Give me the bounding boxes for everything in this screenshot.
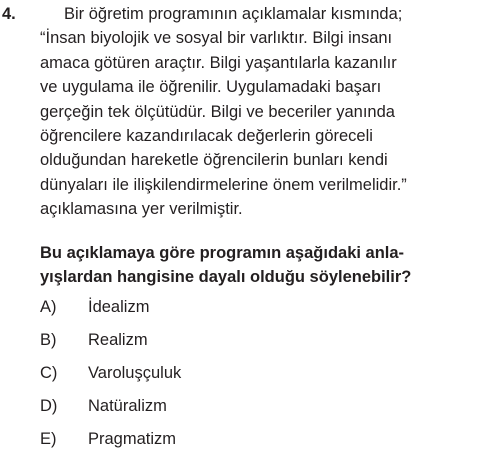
option-b[interactable] <box>40 330 181 363</box>
stem-line: Bir öğretim programının açıklamalar kısmında; <box>64 5 403 23</box>
option-letter: B) <box>40 331 57 349</box>
option-text: İdealizm <box>88 298 150 316</box>
stem-line: olduğundan hareketle öğrencilerin bunları kendi <box>40 151 388 170</box>
stem-line: öğrencilere kazandırılacak değerlerin göreceli <box>40 127 373 146</box>
stem-line: “İnsan biyolojik ve sosyal bir varlıktır. Bilgi insanı <box>40 29 393 48</box>
answer-options <box>40 297 181 462</box>
prompt-line: yışlardan hangisine dayalı olduğu söylenebilir? <box>40 268 412 287</box>
option-d[interactable] <box>40 396 181 429</box>
option-letter: D) <box>40 397 58 415</box>
option-a[interactable] <box>40 297 181 330</box>
question-prompt <box>40 241 480 290</box>
stem-line: gerçeğin tek ölçütüdür. Bilgi ve beceriler yanında <box>40 102 395 121</box>
option-text: Pragmatizm <box>88 430 177 448</box>
stem-line: ve uygulama ile öğrenilir. Uygulamadaki başarı <box>40 78 382 97</box>
option-c[interactable] <box>40 363 181 396</box>
option-letter: E) <box>40 430 57 448</box>
stem-line: dünyaları ile ilişkilendirmelerine önem verilmelidir.” <box>40 175 407 194</box>
option-text: Varoluşçuluk <box>88 364 182 382</box>
question-body <box>40 2 480 289</box>
option-letter: C) <box>40 364 58 382</box>
stem-line: açıklamasına yer verilmiştir. <box>40 200 243 219</box>
question-number: 4. <box>2 5 16 23</box>
option-text: Realizm <box>88 331 148 349</box>
option-e[interactable] <box>40 429 181 462</box>
option-text: Natüralizm <box>88 397 167 415</box>
option-letter: A) <box>40 298 57 316</box>
prompt-line: Bu açıklamaya göre programın aşağıdaki anla- <box>40 243 405 262</box>
stem-line: amaca götüren araçtır. Bilgi yaşantılarla kazanılır <box>40 53 397 72</box>
